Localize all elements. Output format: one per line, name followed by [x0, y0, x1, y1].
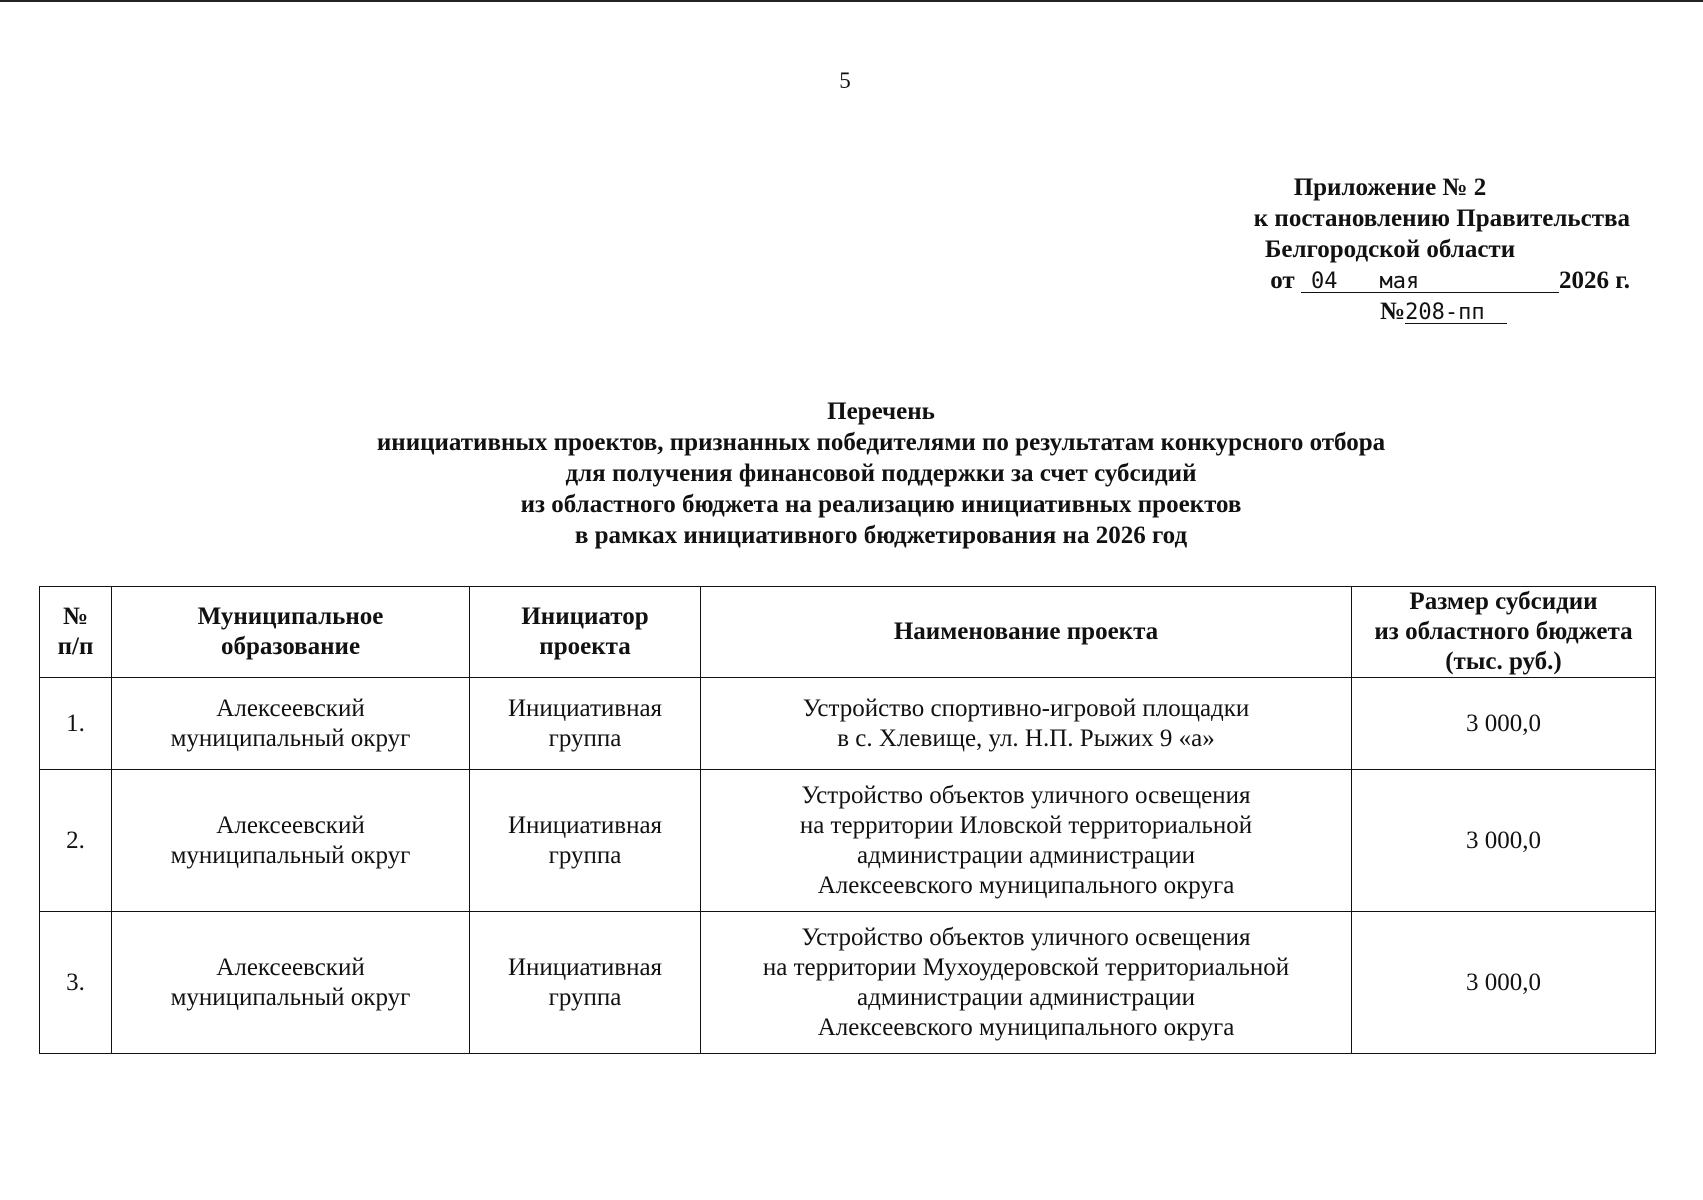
initiator-line: группа [548, 841, 622, 869]
header-number-line-2: п/п [57, 633, 94, 660]
header-project-name [701, 587, 1352, 678]
header-initiator [470, 587, 701, 678]
row-subsidy-amount: 3 000,0 [1352, 770, 1656, 912]
header-initiator-line-2: проекта [539, 633, 631, 660]
row-initiator [470, 678, 701, 770]
title-line-1: Перечень [827, 398, 935, 425]
header-subsidy-amount [1352, 587, 1656, 678]
projects-table [39, 586, 1656, 1054]
appendix-number: Приложение № 2 [1293, 174, 1487, 201]
header-municipality [112, 587, 470, 678]
project-line: Алексеевского муниципального округа [817, 871, 1235, 899]
row-municipality [112, 678, 470, 770]
project-line: на территории Мухоудеровской территориальной [762, 953, 1290, 981]
project-line: администрации администрации [857, 841, 1195, 869]
row-number: 2. [40, 770, 112, 912]
header-municipality-line-2: образование [220, 633, 361, 660]
top-border-line [0, 0, 1703, 2]
appendix-header [1150, 172, 1630, 327]
initiator-line: группа [548, 983, 622, 1011]
row-initiator [470, 912, 701, 1054]
title-line-5: в рамках инициативного бюджетирования на 2026 год [574, 522, 1188, 549]
municipality-line: Алексеевский [216, 694, 365, 722]
header-municipality-line-1: Муниципальное [197, 603, 384, 630]
appendix-number-line [1150, 296, 1630, 327]
row-project-name [701, 770, 1352, 912]
municipality-line: Алексеевский [216, 953, 365, 981]
project-line: Устройство объектов уличного освещения [801, 923, 1251, 951]
date-fill-field [1301, 265, 1559, 293]
appendix-date-line [1150, 265, 1630, 296]
header-subsidy-line-2: из областного бюджета [1374, 618, 1633, 645]
table-header-row [40, 587, 1656, 678]
table-row [40, 912, 1656, 1054]
document-title [140, 396, 1622, 551]
appendix-region: Белгородской области [1264, 236, 1516, 263]
header-subsidy-line-1: Размер субсидии [1409, 588, 1598, 615]
title-line-4: из областного бюджета на реализацию инициативных проектов [520, 491, 1242, 518]
row-initiator [470, 770, 701, 912]
date-year: 2026 г. [1558, 267, 1630, 294]
initiator-line: Инициативная [507, 694, 663, 722]
number-prefix: № [1380, 298, 1406, 325]
row-municipality [112, 770, 470, 912]
header-number-line-1: № [62, 603, 89, 630]
municipality-line: муниципальный округ [170, 983, 411, 1011]
number-fill-field [1405, 296, 1507, 324]
municipality-line: муниципальный округ [170, 724, 411, 752]
project-line: в с. Хлевище, ул. Н.П. Рыжих 9 «а» [837, 724, 1215, 752]
municipality-line: Алексеевский [216, 811, 365, 839]
row-subsidy-amount: 3 000,0 [1352, 678, 1656, 770]
row-number: 1. [40, 678, 112, 770]
row-subsidy-amount: 3 000,0 [1352, 912, 1656, 1054]
project-line: администрации администрации [857, 983, 1195, 1011]
initiator-line: группа [548, 724, 622, 752]
row-municipality [112, 912, 470, 1054]
header-subsidy-line-3: (тыс. руб.) [1445, 648, 1562, 675]
project-line: Алексеевского муниципального округа [817, 1013, 1235, 1041]
project-line: Устройство объектов уличного освещения [801, 781, 1251, 809]
row-number: 3. [40, 912, 112, 1054]
header-initiator-line-1: Инициатор [521, 603, 649, 630]
header-project-name-line-1: Наименование проекта [893, 618, 1159, 645]
date-prefix: от [1270, 267, 1295, 294]
title-line-2: инициативных проектов, признанных победителями по результатам конкурсного отбора [376, 429, 1386, 456]
row-project-name [701, 912, 1352, 1054]
date-month: мая [1379, 269, 1420, 294]
header-number [40, 587, 112, 678]
resolution-number: 208-пп [1405, 300, 1485, 325]
date-day: 04 [1310, 269, 1338, 294]
initiator-line: Инициативная [507, 811, 663, 839]
initiator-line: Инициативная [507, 953, 663, 981]
title-line-3: для получения финансовой поддержки за счет субсидий [565, 460, 1197, 487]
row-project-name [701, 678, 1352, 770]
table-row [40, 678, 1656, 770]
project-line: Устройство спортивно-игровой площадки [802, 694, 1250, 722]
municipality-line: муниципальный округ [170, 841, 411, 869]
appendix-resolution: к постановлению Правительства [1253, 205, 1630, 232]
table-row [40, 770, 1656, 912]
project-line: на территории Иловской территориальной [799, 811, 1253, 839]
page-number: 5 [839, 68, 851, 93]
